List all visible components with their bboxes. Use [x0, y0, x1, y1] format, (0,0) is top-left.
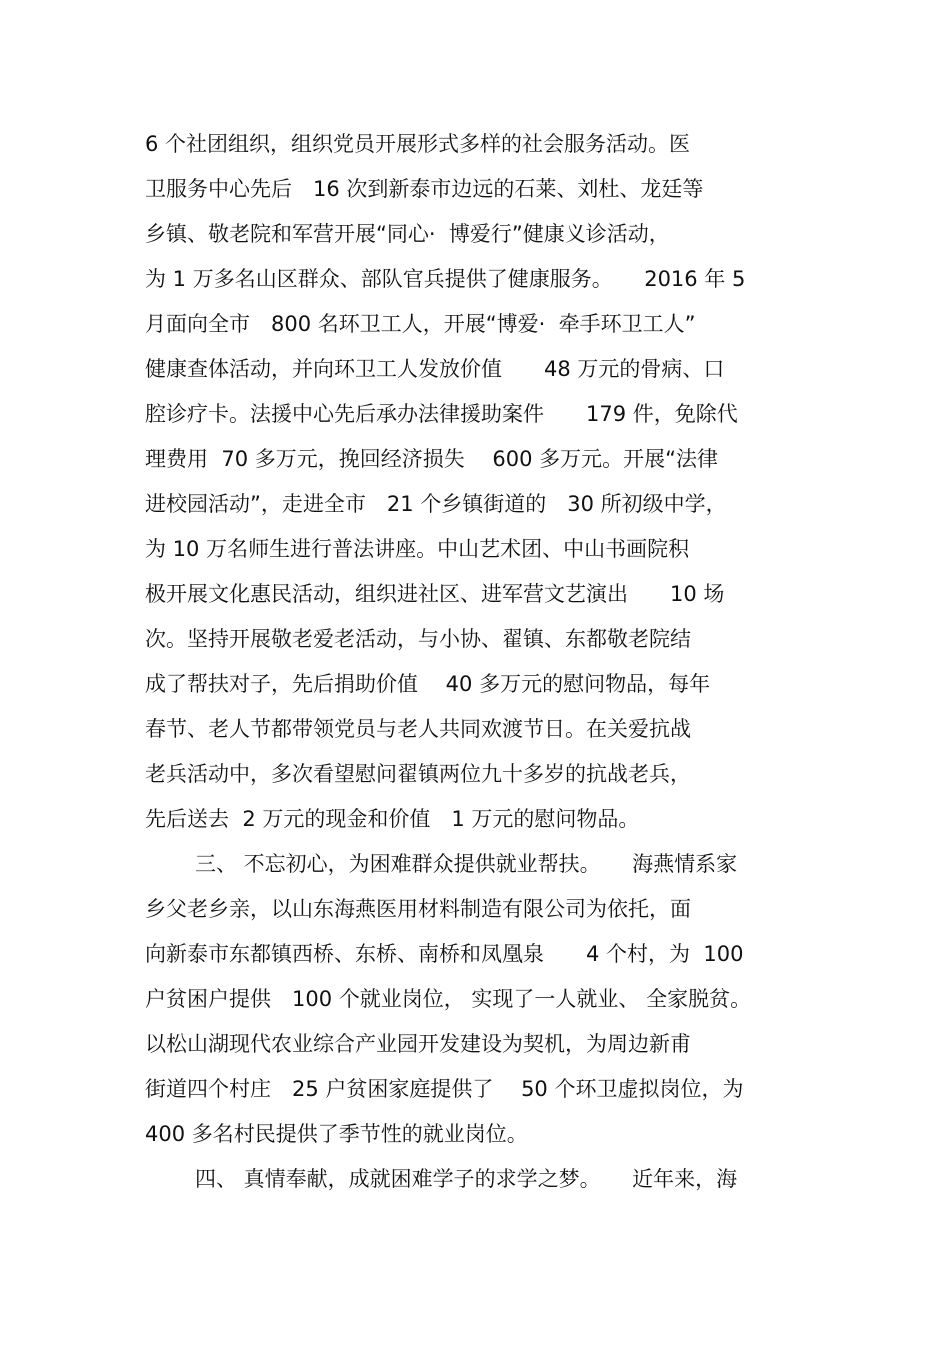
text-line: 春节、老人节都带领党员与老人共同欢渡节日。在关爱抗战 — [145, 717, 691, 741]
text-line: 为 10 万名师生进行普法讲座。中山艺术团、中山书画院积 — [145, 537, 690, 561]
text-line: 户贫困户提供 100 个就业岗位， 实现了一人就业、 全家脱贫。 — [145, 987, 752, 1011]
section-heading-line: 三、 不忘初心，为困难群众提供就业帮扶。 海燕情系家 — [195, 852, 738, 876]
text-line: 乡父老乡亲，以山东海燕医用材料制造有限公司为依托，面 — [145, 897, 691, 921]
text-line: 卫服务中心先后 16 次到新泰市边远的石莱、刘杜、龙廷等 — [145, 177, 704, 201]
text-line: 乡镇、敬老院和军营开展“同心· 博爱行”健康义诊活动， — [145, 222, 670, 246]
text-line: 街道四个村庄 25 户贫困家庭提供了 50 个环卫虚拟岗位，为 — [145, 1077, 744, 1101]
text-line: 理费用 70 多万元，挽回经济损失 600 多万元。开展“法律 — [145, 447, 719, 471]
text-line: 以松山湖现代农业综合产业园开发建设为契机，为周边新甫 — [145, 1032, 691, 1056]
text-line: 6 个社团组织，组织党员开展形式多样的社会服务活动。医 — [145, 132, 691, 156]
text-line: 次。坚持开展敬老爱老活动，与小协、翟镇、东都敬老院结 — [145, 627, 691, 651]
text-line: 先后送去 2 万元的现金和价值 1 万元的慰问物品。 — [145, 807, 640, 831]
section-heading-line: 四、 真情奉献，成就困难学子的求学之梦。 近年来，海 — [195, 1167, 738, 1191]
text-line: 极开展文化惠民活动，组织进社区、进军营文艺演出 10 场 — [145, 582, 725, 606]
text-line: 腔诊疗卡。法援中心先后承办法律援助案件 179 件，免除代 — [145, 402, 738, 426]
text-line: 老兵活动中，多次看望慰问翟镇两位九十多岁的抗战老兵， — [145, 762, 691, 786]
text-line: 成了帮扶对子，先后捐助价值 40 多万元的慰问物品，每年 — [145, 672, 711, 696]
text-line: 400 多名村民提供了季节性的就业岗位。 — [145, 1122, 528, 1146]
text-line: 月面向全市 800 名环卫工人，开展“博爱· 牵手环卫工人” — [145, 312, 696, 336]
text-line: 健康查体活动，并向环卫工人发放价值 48 万元的骨病、口 — [145, 357, 725, 381]
text-line: 向新泰市东都镇西桥、东桥、南桥和凤凰泉 4 个村，为 100 — [145, 942, 744, 966]
text-line: 进校园活动”，走进全市 21 个乡镇街道的 30 所初级中学， — [145, 492, 727, 516]
text-line: 为 1 万多名山区群众、部队官兵提供了健康服务。 2016 年 5 — [145, 267, 746, 291]
